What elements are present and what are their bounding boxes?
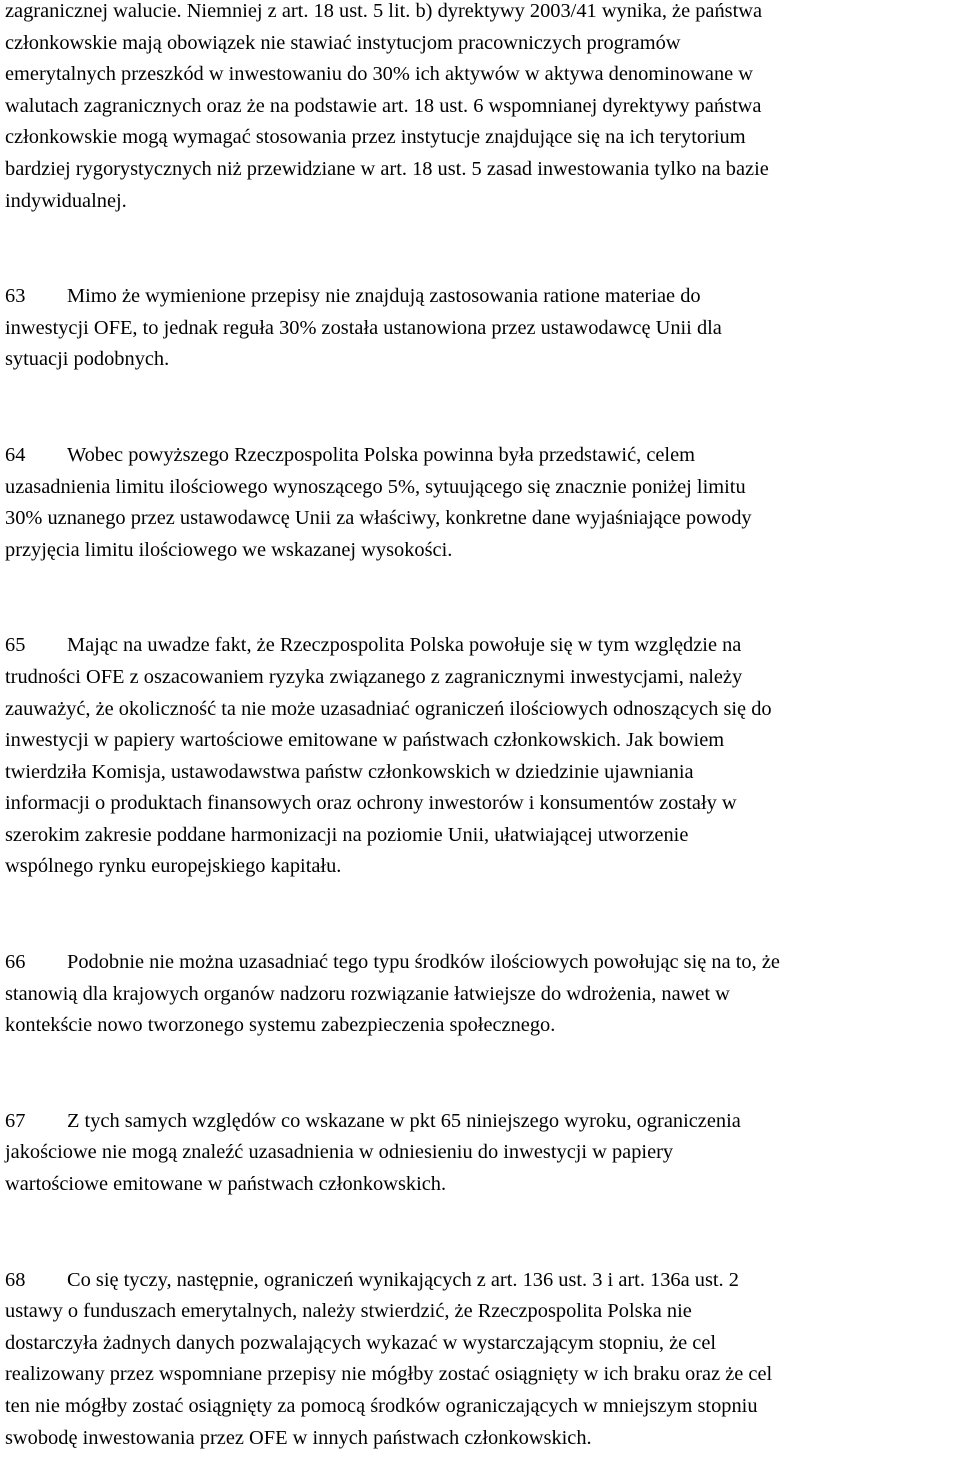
text-line: szerokim zakresie poddane harmonizacji na poziomie Unii, ułatwiającej utworzenie	[5, 823, 689, 846]
text-line	[5, 440, 957, 472]
text-line: inwestycji w papiery wartościowe emitowane w państwach członkowskich. Jak bowiem	[5, 729, 725, 752]
text-line-content: Co się tyczy, następnie, ograniczeń wynikających z art. 136 ust. 3 i art. 136a ust. 2	[67, 1268, 739, 1291]
text-line: zagranicznej walucie. Niemniej z art. 18 ust. 5 lit. b) dyrektywy 2003/41 wynika, że państwa	[5, 0, 763, 22]
text-line: emerytalnych przeszkód w inwestowaniu do 30% ich aktywów w aktywa denominowane w	[5, 63, 754, 86]
text-line: ten nie mógłby zostać osiągnięty za pomocą środków ograniczających w mniejszym stopniu	[5, 1395, 758, 1417]
text-line: 30% uznanego przez ustawodawcę Unii za właściwy, konkretne dane wyjaśniające powody	[5, 507, 752, 530]
text-line	[5, 630, 957, 662]
text-line	[5, 1265, 957, 1297]
text-line: wartościowe emitowane w państwach członkowskich.	[5, 1173, 447, 1196]
paragraph-63	[5, 281, 957, 376]
text-line: stanowią dla krajowych organów nadzoru rozwiązanie łatwiejsze do wdrożenia, nawet w	[5, 982, 730, 1005]
paragraph-number: 65	[5, 634, 26, 657]
paragraph-67	[5, 1106, 957, 1201]
text-line: jakościowe nie mogą znaleźć uzasadnienia w odniesieniu do inwestycji w papiery	[5, 1141, 674, 1164]
text-line-content: Wobec powyższego Rzeczpospolita Polska powinna była przedstawić, celem	[67, 443, 695, 466]
text-line: zauważyć, że okoliczność ta nie może uzasadniać ograniczeń ilościowych odnoszących się do	[5, 697, 772, 720]
text-line-content: Z tych samych względów co wskazane w pkt 65 niniejszego wyroku, ograniczenia	[67, 1109, 741, 1132]
text-line: kontekście nowo tworzonego systemu zabezpieczenia społecznego.	[5, 1014, 556, 1037]
text-line: przyjęcia limitu ilościowego we wskazanej wysokości.	[5, 538, 453, 561]
text-line-content: Mając na uwadze fakt, że Rzeczpospolita Polska powołuje się w tym względzie na	[67, 634, 742, 657]
text-line: informacji o produktach finansowych oraz ochrony inwestorów i konsumentów zostały w	[5, 792, 737, 815]
paragraph-65	[5, 630, 957, 883]
document-page	[5, 0, 957, 1454]
text-line: sytuacji podobnych.	[5, 348, 170, 371]
text-line: trudności OFE z oszacowaniem ryzyka związanego z zagranicznymi inwestycjami, należy	[5, 665, 743, 688]
text-line	[5, 281, 957, 313]
paragraph-64	[5, 440, 957, 566]
paragraph-66	[5, 947, 957, 1042]
paragraph-number: 67	[5, 1109, 26, 1132]
paragraph-68	[5, 1265, 957, 1455]
text-line: członkowskie mają obowiązek nie stawiać instytucjom pracowniczych programów	[5, 31, 681, 54]
text-line: uzasadnienia limitu ilościowego wynoszącego 5%, sytuującego się znacznie poniżej limitu	[5, 475, 746, 498]
text-line: wspólnego rynku europejskiego kapitału.	[5, 855, 342, 878]
text-line-content: Podobnie nie można uzasadniać tego typu środków ilościowych powołując się na to, że	[67, 951, 780, 974]
text-line: ustawy o funduszach emerytalnych, należy stwierdzić, że Rzeczpospolita Polska nie	[5, 1300, 692, 1323]
text-line: członkowskie mogą wymagać stosowania przez instytucje znajdujące się na ich terytorium	[5, 126, 746, 149]
text-line: bardziej rygorystycznych niż przewidziane w art. 18 ust. 5 zasad inwestowania tylko na bazie	[5, 157, 769, 180]
text-line: realizowany przez wspomniane przepisy nie mógłby zostać osiągnięty w ich braku oraz że cel	[5, 1363, 773, 1386]
paragraph-continuation	[5, 0, 957, 217]
paragraph-number: 66	[5, 951, 26, 974]
text-line: dostarczyła żadnych danych pozwalających wykazać w wystarczającym stopniu, że cel	[5, 1331, 717, 1354]
text-line: twierdziła Komisja, ustawodawstwa państw członkowskich w dziedzinie ujawniania	[5, 760, 694, 783]
paragraph-number: 63	[5, 285, 26, 308]
text-line: indywidualnej.	[5, 189, 127, 212]
text-line: inwestycji OFE, to jednak reguła 30% została ustanowiona przez ustawodawcę Unii dla	[5, 316, 722, 339]
text-line	[5, 1106, 957, 1138]
paragraph-number: 64	[5, 443, 26, 466]
text-line: swobodę inwestowania przez OFE w innych państwach członkowskich.	[5, 1426, 592, 1449]
text-line-content: Mimo że wymienione przepisy nie znajdują zastosowania ratione materiae do	[67, 285, 701, 308]
text-line	[5, 947, 957, 979]
paragraph-number: 68	[5, 1268, 26, 1291]
text-line: walutach zagranicznych oraz że na podstawie art. 18 ust. 6 wspomnianej dyrektywy państwa	[5, 94, 762, 117]
